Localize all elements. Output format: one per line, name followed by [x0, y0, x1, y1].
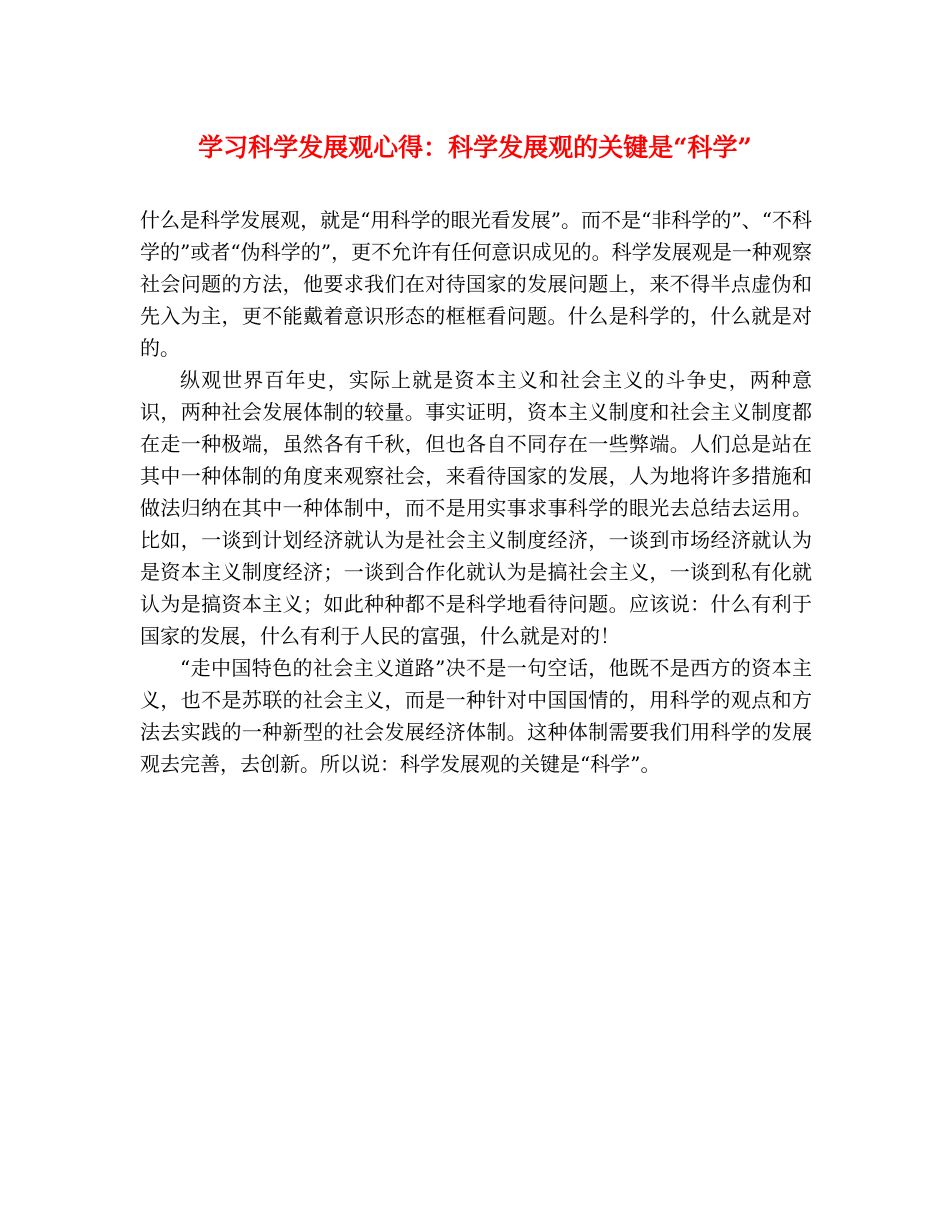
paragraph-2: 纵观世界百年史，实际上就是资本主义和社会主义的斗争史，两种意识，两种社会发展体制的较量。事实证明，资本主义制度和社会主义制度都在走一种极端，虽然各有千秋，但也各自不同存在一些弊端。人们总是站在其中一种体制的角度来观察社会，来看待国家的发展，人为地将许多措施和做法归纳在其中一种体制中，而不是用实事求事科学的眼光去总结去运用。比如，一谈到计划经济就认为是社会主义制度经济，一谈到市场经济就认为是资本主义制度经济；一谈到合作化就认为是搞社会主义，一谈到私有化就认为是搞资本主义；如此种种都不是科学地看待问题。应该说：什么有利于国家的发展，什么有利于人民的富强，什么就是对的！ [140, 368, 812, 648]
document-body [140, 204, 812, 780]
document-title: 学习科学发展观心得：科学发展观的关键是“科学” [198, 133, 752, 162]
paragraph-1: 什么是科学发展观，就是“用科学的眼光看发展”。而不是“非科学的”、“不科学的”或者“伪科学的”，更不允许有任何意识成见的。科学发展观是一种观察社会问题的方法，他要求我们在对待国家的发展问题上，来不得半点虚伪和先入为主，更不能戴着意识形态的框框看问题。什么是科学的，什么就是对的。 [140, 208, 812, 360]
paragraph-3: “走中国特色的社会主义道路”决不是一句空话，他既不是西方的资本主义，也不是苏联的社会主义，而是一种针对中国国情的，用科学的观点和方法去实践的一种新型的社会发展经济体制。这种体制需要我们用科学的发展观去完善，去创新。所以说：科学发展观的关键是“科学”。 [140, 656, 812, 776]
